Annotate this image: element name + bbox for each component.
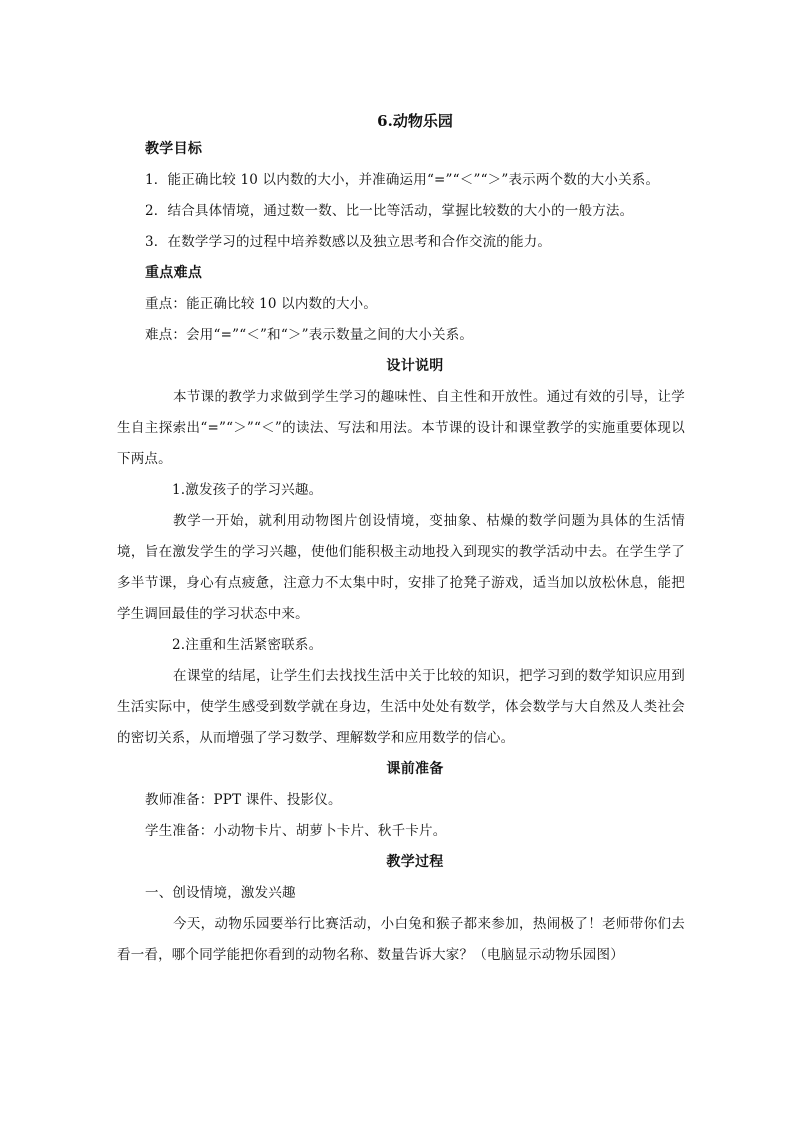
process-heading: 教学过程: [386, 854, 444, 870]
design-point2-block: [117, 661, 685, 754]
preparation-student: 学生准备：小动物卡片、胡萝卜卡片、秋千卡片。: [145, 823, 447, 839]
objective-item-1: 1．能正确比较 10 以内数的大小，并准确运用“=”“＜”“＞”表示两个数的大小关系。: [145, 172, 660, 188]
design-heading: 设计说明: [386, 358, 444, 374]
process-step1-title: 一、创设情境，激发兴趣: [145, 885, 296, 901]
design-intro: 本节课的教学力求做到学生学习的趣味性、自主性和开放性。通过有效的引导，让学生自主探索出“=”“＞”“＜”的读法、写法和用法。本节课的设计和课堂教学的实施重要体现以下两点。: [117, 389, 685, 467]
design-point1-title: 1.激发孩子的学习兴趣。: [172, 482, 323, 498]
document-page: [117, 108, 685, 971]
preparation-heading: 课前准备: [386, 761, 444, 777]
key-points-heading: 重点难点: [145, 265, 203, 281]
key-point-focus: 重点：能正确比较 10 以内数的大小。: [145, 296, 378, 312]
preparation-teacher: 教师准备：PPT 课件、投影仪。: [145, 792, 342, 808]
process-step1-text: 今天，动物乐园要举行比赛活动，小白兔和猴子都来参加，热闹极了！老师带你们去看一看，哪个同学能把你看到的动物名称、数量告诉大家？（电脑显示动物乐园图）: [117, 916, 685, 963]
objectives-heading: 教学目标: [145, 141, 203, 157]
design-intro-block: [117, 382, 685, 475]
document-title: 6.动物乐园: [377, 112, 453, 130]
design-point2-title: 2.注重和生活紧密联系。: [172, 637, 323, 653]
objective-item-3: 3．在数学学习的过程中培养数感以及独立思考和合作交流的能力。: [145, 234, 552, 250]
key-point-difficulty: 难点：会用“=”“＜”和“＞”表示数量之间的大小关系。: [145, 327, 474, 343]
design-point2-text: 在课堂的结尾，让学生们去找找生活中关于比较的知识，把学习到的数学知识应用到生活实际中，使学生感受到数学就在身边，生活中处处有数学，体会数学与大自然及人类社会的密切关系，从而增强了学习数学、理解数学和应用数学的信心。: [117, 668, 685, 746]
design-point1-text: 教学一开始，就利用动物图片创设情境，变抽象、枯燥的数学问题为具体的生活情境，旨在激发学生的学习兴趣，使他们能积极主动地投入到现实的教学活动中去。在学生学了多半节课，身心有点疲惫，注意力不太集中时，安排了抢凳子游戏，适当加以放松休息，能把学生调回最佳的学习状态中来。: [117, 513, 685, 622]
design-point1-block: [117, 506, 685, 630]
objective-item-2: 2．结合具体情境，通过数一数、比一比等活动，掌握比较数的大小的一般方法。: [145, 203, 634, 219]
process-step1-block: [117, 909, 685, 971]
